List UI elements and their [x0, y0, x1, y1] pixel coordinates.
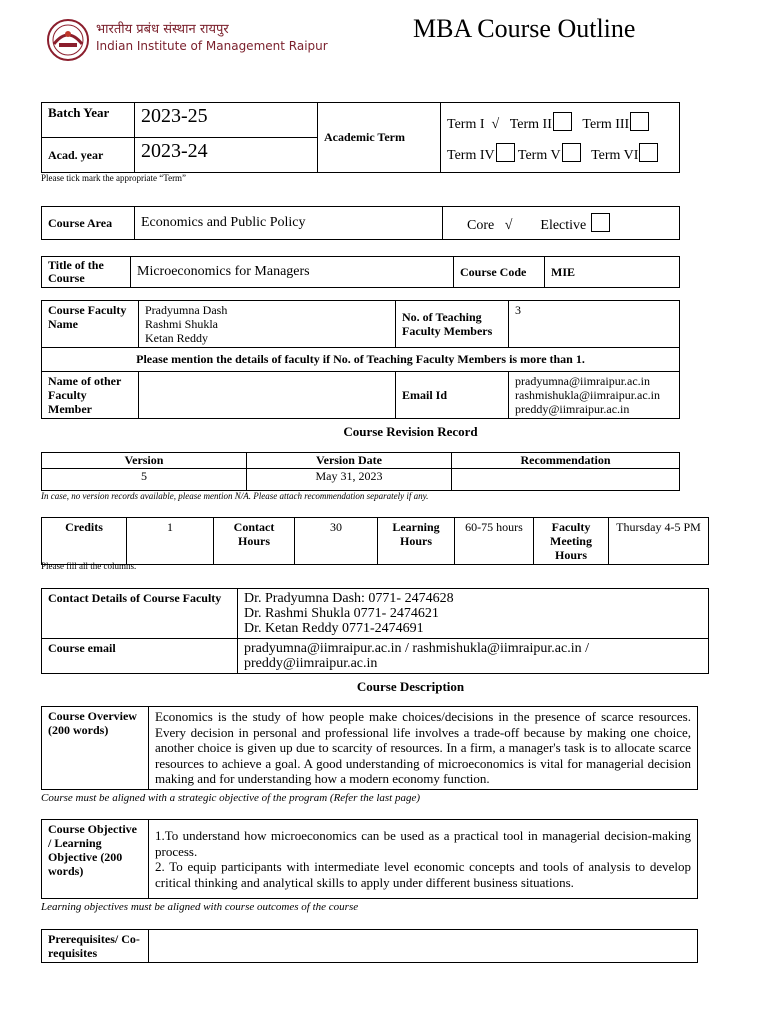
revision-header-recommendation: Recommendation	[452, 453, 680, 469]
faculty-count-value: 3	[509, 301, 680, 348]
term-checkboxes	[441, 103, 680, 173]
objective-note: Learning objectives must be aligned with course outcomes of the course	[41, 901, 359, 913]
faculty-name-2: Rashmi Shukla	[145, 317, 219, 331]
learning-hours-label: Learning Hours	[378, 518, 455, 565]
revision-table	[41, 452, 680, 491]
contact-line-3: Dr. Ketan Reddy 0771-2474691	[244, 621, 424, 636]
meeting-hours-value: Thursday 4-5 PM	[609, 518, 709, 565]
term-6-option[interactable]: Term VI	[591, 148, 658, 163]
course-area-table	[41, 206, 680, 240]
faculty-names	[139, 301, 396, 348]
acad-year-value: 2023-24	[135, 138, 318, 173]
faculty-name-1: Pradyumna Dash	[145, 303, 228, 317]
faculty-email-1: pradyumna@iimraipur.ac.in	[515, 374, 651, 388]
overview-note: Course must be aligned with a strategic objective of the program (Refer the last page)	[41, 792, 421, 804]
contact-hours-value: 30	[295, 518, 378, 565]
logo-english-text: Indian Institute of Management Raipur	[96, 39, 328, 53]
faculty-table	[41, 300, 680, 419]
prereq-value	[149, 930, 698, 963]
overview-label: Course Overview (200 words)	[42, 707, 149, 790]
prereq-table	[41, 929, 698, 963]
meeting-hours-label: Faculty Meeting Hours	[534, 518, 609, 565]
faculty-name-3: Ketan Reddy	[145, 331, 208, 345]
term-1-check: √	[491, 116, 500, 132]
revision-date-value: May 31, 2023	[247, 469, 452, 491]
prereq-label: Prerequisites/ Co-requisites	[42, 930, 149, 963]
term-3-option[interactable]: Term III	[582, 117, 649, 132]
contact-faculty-label: Contact Details of Course Faculty	[42, 589, 238, 639]
elective-checkbox[interactable]	[591, 213, 610, 232]
credits-table	[41, 517, 709, 565]
objective-1: 1.To understand how microeconomics can be used as a practical tool in managerial decision-making process.	[155, 828, 691, 859]
iim-raipur-logo	[42, 18, 94, 62]
faculty-email-3: preddy@iimraipur.ac.in	[515, 402, 630, 416]
email-id-label: Email Id	[396, 372, 509, 419]
contact-faculty-lines	[238, 589, 709, 639]
faculty-name-label: Course Faculty Name	[42, 301, 139, 348]
contact-table	[41, 588, 709, 674]
course-code-value: MIE	[545, 257, 680, 288]
revision-header-date: Version Date	[247, 453, 452, 469]
other-faculty-value	[139, 372, 396, 419]
learning-hours-value: 60-75 hours	[455, 518, 534, 565]
core-option[interactable]: Core √	[467, 217, 513, 233]
overview-text: Economics is the study of how people make choices/decisions in the presence of scarce resources. Every decision in personal and professional life involves a trade-off because by making one choice, another choice is given up due to scarcity of resources. In a firm, a manager's task is to allocate scarce resources to achieve a goal. A good understanding of microeconomics is vital for managerial decision making and for understanding how a modern economy function.	[149, 707, 698, 790]
description-heading: Course Description	[356, 679, 465, 694]
faculty-mention-note: Please mention the details of faculty if No. of Teaching Faculty Members is more than 1.	[42, 348, 680, 372]
term-6-checkbox[interactable]	[639, 143, 658, 162]
term-2-checkbox[interactable]	[553, 112, 572, 131]
term-4-option[interactable]: Term IV	[447, 148, 515, 163]
term-5-option[interactable]: Term V	[518, 148, 581, 163]
course-code-label: Course Code	[454, 257, 545, 288]
term-note: Please tick mark the appropriate “Term”	[41, 173, 187, 183]
core-check: √	[504, 217, 513, 233]
logo-emblem-icon	[42, 18, 94, 62]
course-email-label: Course email	[42, 639, 238, 674]
revision-header-version: Version	[42, 453, 247, 469]
contact-line-1: Dr. Pradyumna Dash: 0771- 2474628	[244, 591, 454, 606]
acad-year-label: Acad. year	[42, 138, 135, 173]
course-title-label: Title of the Course	[42, 257, 131, 288]
credits-label: Credits	[42, 518, 127, 565]
course-title-value: Microeconomics for Managers	[131, 257, 454, 288]
objective-text	[149, 820, 698, 899]
course-area-label: Course Area	[42, 207, 135, 240]
course-email-value: pradyumna@iimraipur.ac.in / rashmishukla@iimraipur.ac.in / preddy@iimraipur.ac.in	[238, 639, 709, 674]
page-title: MBA Course Outline	[413, 14, 636, 43]
objective-label: Course Objective / Learning Objective (200 words)	[42, 820, 149, 899]
core-elective-options	[443, 207, 680, 240]
objective-2: 2. To equip participants with intermediate level economic concepts and tools of analysis to develop critical thinking and analytical skills to apply under different business situations.	[155, 859, 691, 890]
faculty-emails	[509, 372, 680, 419]
revision-version-value: 5	[42, 469, 247, 491]
contact-hours-label: Contact Hours	[214, 518, 295, 565]
faculty-count-label: No. of Teaching Faculty Members	[396, 301, 509, 348]
revision-recommendation-value	[452, 469, 680, 491]
course-area-value: Economics and Public Policy	[135, 207, 443, 240]
term-4-checkbox[interactable]	[496, 143, 515, 162]
academic-term-label: Academic Term	[318, 103, 441, 173]
elective-option[interactable]: Elective	[540, 218, 609, 233]
objective-table	[41, 819, 698, 899]
overview-table	[41, 706, 698, 790]
revision-heading: Course Revision Record	[343, 424, 478, 439]
term-5-checkbox[interactable]	[562, 143, 581, 162]
credits-note: Please fill all the columns.	[41, 561, 137, 571]
batch-year-value: 2023-25	[135, 103, 318, 138]
batch-term-table	[41, 102, 680, 173]
revision-note: In case, no version records available, please mention N/A. Please attach recommendation separately if any.	[41, 491, 429, 501]
credits-value: 1	[127, 518, 214, 565]
contact-line-2: Dr. Rashmi Shukla 0771- 2474621	[244, 606, 439, 621]
term-3-checkbox[interactable]	[630, 112, 649, 131]
course-title-table	[41, 256, 680, 288]
other-faculty-label: Name of other Faculty Member	[42, 372, 139, 419]
batch-year-label: Batch Year	[42, 103, 135, 138]
logo-hindi-text: भारतीय प्रबंध संस्थान रायपुर	[96, 22, 229, 37]
term-2-option[interactable]: Term II	[510, 117, 572, 132]
term-1-option[interactable]: Term I √	[447, 116, 500, 132]
faculty-email-2: rashmishukla@iimraipur.ac.in	[515, 388, 661, 402]
